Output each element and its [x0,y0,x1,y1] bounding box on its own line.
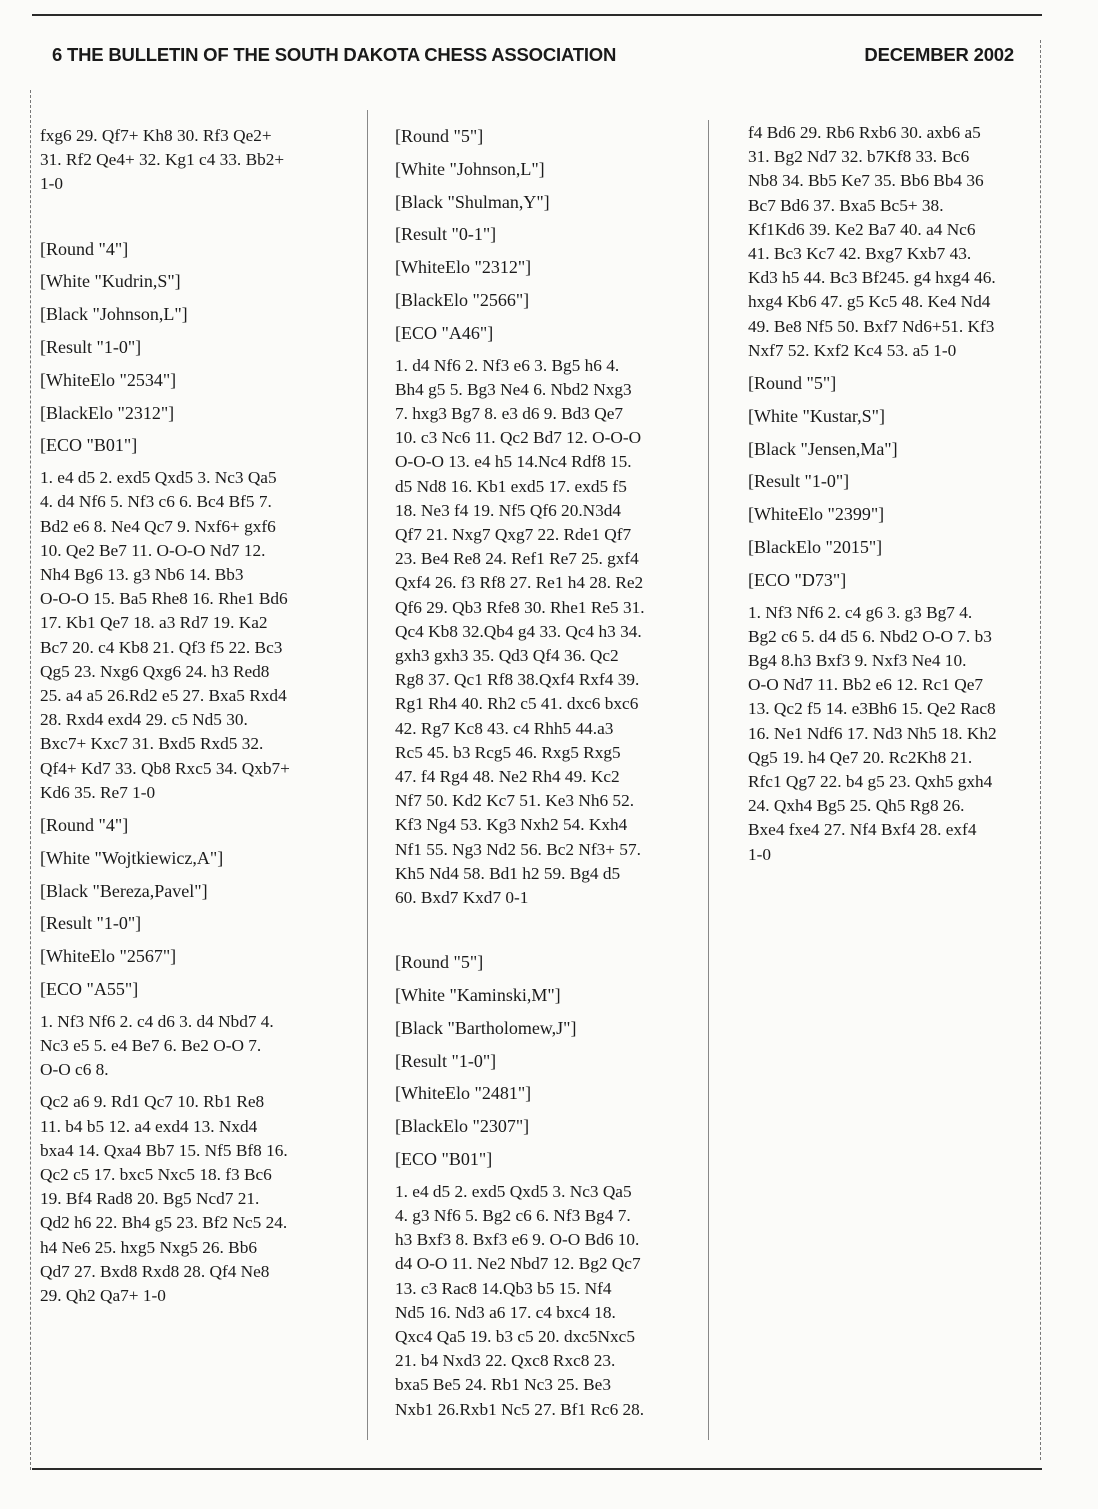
pgn-tag: [Round "5"] [395,952,484,973]
move-line: Kf1Kd6 39. Ke2 Ba7 40. a4 Nc6 [748,219,976,239]
pgn-tag: [Result "1-0"] [748,471,850,492]
move-line: 23. Be4 Re8 24. Ref1 Re7 25. gxf4 [395,549,639,569]
spacer [40,205,362,237]
move-line: Nf7 50. Kd2 Kc7 51. Ke3 Nh6 52. [395,791,635,811]
move-line: 21. b4 Nxd3 22. Qxc8 Rxc8 23. [395,1351,616,1371]
move-line: Qg5 23. Nxg6 Qxg6 24. h3 Red8 [40,661,270,681]
move-line: Nxf7 52. Kxf2 Kc4 53. a5 1-0 [748,340,957,360]
move-line: Qc4 Kb8 32.Qb4 g4 33. Qc4 h3 34. [395,621,642,641]
move-line: 42. Rg7 Kc8 43. c4 Rhh5 44.a3 [395,718,614,738]
move-line: 47. f4 Rg4 48. Ne2 Rh4 49. Kc2 [395,767,620,787]
move-line: Rg1 Rh4 40. Rh2 c5 41. dxc6 bxc6 [395,694,639,714]
pgn-tag: [Result "1-0"] [395,1050,497,1071]
pgn-tag: [White "Johnson,L"] [395,158,545,179]
move-line: Bc7 20. c4 Kb8 21. Qf3 f5 22. Bc3 [40,637,283,657]
pgn-tag: [Round "4"] [40,238,129,259]
pgn-tag: [Round "5"] [748,373,837,394]
pgn-tag: [WhiteElo "2481"] [395,1083,532,1104]
move-line: 41. Bc3 Kc7 42. Bxg7 Kxb7 43. [748,244,972,264]
move-line: 17. Kb1 Qe7 18. a3 Rd7 19. Ka2 [40,613,268,633]
move-line: Rc5 45. b3 Rcg5 46. Rxg5 Rxg5 [395,742,621,762]
pgn-tag: [ECO "B01"] [395,1149,493,1170]
move-line: Nc3 e5 5. e4 Be7 6. Be2 O-O 7. [40,1036,262,1056]
bulletin-title: 6 THE BULLETIN OF THE SOUTH DAKOTA CHESS ASSOCIATION [52,44,617,65]
move-line: bxa5 Be5 24. Rb1 Nc3 25. Be3 [395,1375,611,1395]
move-line: O-O c6 8. [40,1060,109,1080]
move-line: Bh4 g5 5. Bg3 Ne4 6. Nbd2 Nxg3 [395,379,632,399]
pgn-tag: [Result "0-1"] [395,224,497,245]
move-line: 31. Rf2 Qe4+ 32. Kg1 c4 33. Bb2+ [40,150,285,170]
pgn-tag: [ECO "D73"] [748,569,847,590]
bottom-rule [32,1468,1042,1470]
move-line: 60. Bxd7 Kxd7 0-1 [395,888,529,908]
left-margin-line [30,90,31,1470]
column-divider-2 [708,120,709,1440]
move-list [40,466,362,805]
move-line: h3 Bxf3 8. Bxf3 e6 9. O-O Bd6 10. [395,1230,640,1250]
pgn-tag: [Black "Shulman,Y"] [395,191,550,212]
move-line: Qc2 c5 17. bxc5 Nxc5 18. f3 Bc6 [40,1165,272,1185]
move-line: 18. Ne3 f4 19. Nf5 Qf6 20.N3d4 [395,500,622,520]
move-line: Rg8 37. Qc1 Rf8 38.Qxf4 Rxf4 39. [395,670,640,690]
move-line: 1. d4 Nf6 2. Nf3 e6 3. Bg5 h6 4. [395,355,620,375]
move-line: 31. Bg2 Nd7 32. b7Kf8 33. Bc6 [748,147,970,167]
move-line: Bg2 c6 5. d4 d5 6. Nbd2 O-O 7. b3 [748,626,992,646]
pgn-tag: [WhiteElo "2567"] [40,946,177,967]
move-line: d5 Nd8 16. Kb1 exd5 17. exd5 f5 [395,476,627,496]
move-line: 16. Ne1 Ndf6 17. Nd3 Nh5 18. Kh2 [748,723,997,743]
column-divider-1 [367,110,368,1440]
text-column-2 [395,124,700,1430]
spacer [395,918,700,950]
move-line: Bc7 Bd6 37. Bxa5 Bc5+ 38. [748,195,944,215]
pgn-tag: [Black "Johnson,L"] [40,304,188,325]
move-line: Nb8 34. Bb5 Ke7 35. Bb6 Bb4 36 [748,171,984,191]
move-line: 1. Nf3 Nf6 2. c4 g6 3. g3 Bg7 4. [748,602,973,622]
move-list [395,1180,700,1422]
move-line: Nxb1 26.Rxb1 Nc5 27. Bf1 Rc6 28. [395,1399,645,1419]
move-line: Qc2 a6 9. Rd1 Qc7 10. Rb1 Re8 [40,1092,265,1112]
move-line: fxg6 29. Qf7+ Kh8 30. Rf3 Qe2+ [40,126,272,145]
move-line: Bd2 e6 8. Ne4 Qc7 9. Nxf6+ gxf6 [40,516,276,536]
move-line: Qg5 19. h4 Qe7 20. Rc2Kh8 21. [748,747,973,767]
pgn-tag: [White "Kustar,S"] [748,405,885,426]
move-line: 1-0 [40,174,64,194]
move-line: 28. Rxd4 exd4 29. c5 Nd5 30. [40,710,248,730]
move-list [748,601,1033,867]
move-line: Bg4 8.h3 Bxf3 9. Nxf3 Ne4 10. [748,651,967,671]
pgn-tag: [Result "1-0"] [40,913,142,934]
move-line: 10. Qe2 Be7 11. O-O-O Nd7 12. [40,540,266,560]
pgn-tag: [WhiteElo "2312"] [395,257,532,278]
move-line: 1-0 [748,844,772,864]
move-line: 4. g3 Nf6 5. Bg2 c6 6. Nf3 Bg4 7. [395,1206,631,1226]
pgn-tag: [White "Kudrin,S"] [40,271,181,292]
move-line: Qf6 29. Qb3 Rfe8 30. Rhe1 Re5 31. [395,597,645,617]
move-line: 19. Bf4 Rad8 20. Bg5 Ncd7 21. [40,1189,260,1209]
pgn-tag: [Black "Bereza,Pavel"] [40,880,208,901]
move-line: bxa4 14. Qxa4 Bb7 15. Nf5 Bf8 16. [40,1140,288,1160]
right-margin-line [1040,40,1041,1460]
move-list [40,1090,362,1308]
move-line: O-O-O 13. e4 h5 14.Nc4 Rdf8 15. [395,452,632,472]
move-line: Nf1 55. Ng3 Nd2 56. Bc2 Nf3+ 57. [395,839,641,859]
pgn-tag: [Black "Bartholomew,J"] [395,1017,577,1038]
pgn-tag: [BlackElo "2307"] [395,1116,530,1137]
move-line: 4. d4 Nf6 5. Nf3 c6 6. Bc4 Bf5 7. [40,492,272,512]
pgn-tag: [BlackElo "2015"] [748,537,883,558]
move-line: f4 Bd6 29. Rb6 Rxb6 30. axb6 a5 [748,123,981,142]
pgn-tag: [BlackElo "2312"] [40,402,175,423]
move-line: O-O-O 15. Ba5 Rhe8 16. Rhe1 Bd6 [40,589,288,609]
move-line: Qxc4 Qa5 19. b3 c5 20. dxc5Nxc5 [395,1327,635,1347]
move-list [40,124,362,197]
move-line: 11. b4 b5 12. a4 exd4 13. Nxd4 [40,1116,258,1136]
move-line: 49. Be8 Nf5 50. Bxf7 Nd6+51. Kf3 [748,316,995,336]
pgn-tag: [ECO "B01"] [40,435,138,456]
move-line: Qf7 21. Nxg7 Qxg7 22. Rde1 Qf7 [395,525,632,544]
move-line: Rfc1 Qg7 22. b4 g5 23. Qxh5 gxh4 [748,772,993,792]
pgn-tag: [Result "1-0"] [40,337,142,357]
move-line: 1. e4 d5 2. exd5 Qxd5 3. Nc3 Qa5 [395,1181,632,1201]
move-line: Kh5 Nd4 58. Bd1 h2 59. Bg4 d5 [395,863,621,883]
move-line: 1. Nf3 Nf6 2. c4 d6 3. d4 Nbd7 4. [40,1011,274,1031]
move-list [748,121,1033,363]
pgn-tag: [WhiteElo "2399"] [748,504,885,525]
move-list [395,354,700,911]
move-line: Qxf4 26. f3 Rf8 27. Re1 h4 28. Re2 [395,573,644,593]
pgn-tag: [ECO "A46"] [395,322,494,343]
issue-date: DECEMBER 2002 [864,44,1014,65]
text-column-1 [40,124,362,1316]
move-line: O-O Nd7 11. Bb2 e6 12. Rc1 Qe7 [748,675,984,695]
move-line: Qf4+ Kd7 33. Qb8 Rxc5 34. Qxb7+ [40,758,290,778]
move-line: Qd7 27. Bxd8 Rxd8 28. Qf4 Ne8 [40,1261,270,1281]
pgn-tag: [Black "Jensen,Ma"] [748,438,898,459]
move-list [40,1010,362,1083]
move-line: Kd3 h5 44. Bc3 Bf245. g4 hxg4 46. [748,268,996,288]
move-line: 29. Qh2 Qa7+ 1-0 [40,1286,166,1306]
move-line: Qd2 h6 22. Bh4 g5 23. Bf2 Nc5 24. [40,1213,288,1233]
move-line: Nh4 Bg6 13. g3 Nb6 14. Bb3 [40,565,244,584]
move-line: hxg4 Kb6 47. g5 Kc5 48. Ke4 Nd4 [748,292,991,312]
move-line: 10. c3 Nc6 11. Qc2 Bd7 12. O-O-O [395,428,642,448]
move-line: gxh3 gxh3 35. Qd3 Qf4 36. Qc2 [395,646,619,666]
pgn-tag: [ECO "A55"] [40,979,139,1000]
top-rule [32,14,1042,16]
pgn-tag: [Round "5"] [395,126,484,146]
move-line: Kf3 Ng4 53. Kg3 Nxh2 54. Kxh4 [395,815,628,835]
move-line: 1. e4 d5 2. exd5 Qxd5 3. Nc3 Qa5 [40,468,277,488]
move-line: 24. Qxh4 Bg5 25. Qh5 Rg8 26. [748,796,965,816]
text-column-3 [748,121,1033,875]
move-line: Kd6 35. Re7 1-0 [40,782,156,802]
page-header [52,44,1014,70]
pgn-tag: [White "Wojtkiewicz,A"] [40,847,224,868]
move-line: 7. hxg3 Bg7 8. e3 d6 9. Bd3 Qe7 [395,403,624,423]
move-line: 13. Qc2 f5 14. e3Bh6 15. Qe2 Rac8 [748,699,996,719]
pgn-tag: [White "Kaminski,M"] [395,985,561,1006]
move-line: 13. c3 Rac8 14.Qb3 b5 15. Nf4 [395,1278,612,1298]
move-line: Bxe4 fxe4 27. Nf4 Bxf4 28. exf4 [748,820,977,840]
pgn-tag: [BlackElo "2566"] [395,289,530,310]
pgn-tag: [Round "4"] [40,815,129,836]
move-line: 25. a4 a5 26.Rd2 e5 27. Bxa5 Rxd4 [40,686,287,706]
pgn-tag: [WhiteElo "2534"] [40,369,177,390]
move-line: Bxc7+ Kxc7 31. Bxd5 Rxd5 32. [40,734,264,754]
move-line: d4 O-O 11. Ne2 Nbd7 12. Bg2 Qc7 [395,1254,641,1274]
move-line: Nd5 16. Nd3 a6 17. c4 bxc4 18. [395,1302,616,1322]
move-line: h4 Ne6 25. hxg5 Nxg5 26. Bb6 [40,1237,257,1257]
